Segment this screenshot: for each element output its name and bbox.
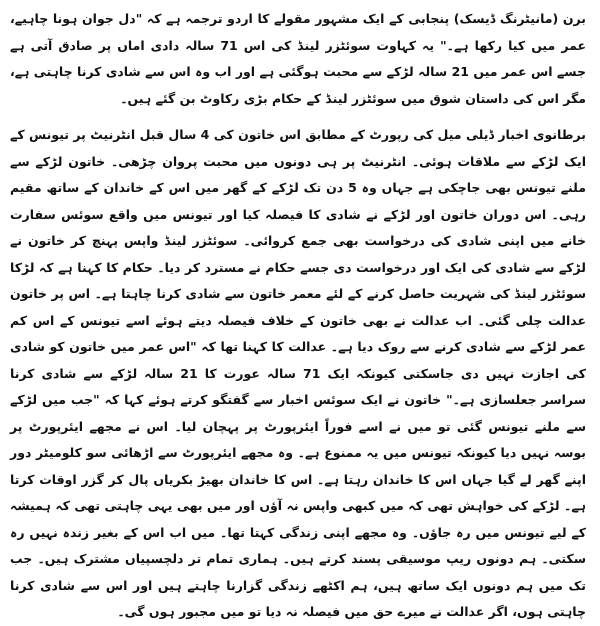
article-body bbox=[10, 6, 586, 626]
article-paragraph-1: برن (مانیٹرنگ ڈیسک) پنجابی کے ایک مشہور مقولے کا اردو ترجمہ ہے کہ "دل جوان ہونا چاہیے، عمر میں کیا رکھا ہے۔" یہ کہاوت سوئٹزر لینڈ کی اس 71 سالہ دادی اماں پر صادق آتی ہے جسے اس عمر میں 21 سالہ لڑکے سے محبت ہوگئی ہے اور اب وہ اس سے شادی کرنا چاہتی ہے، مگر اس کی داستان شوق میں سوئٹزر لینڈ کے حکام بڑی رکاوٹ بن گئے ہیں۔ bbox=[10, 11, 587, 106]
article-paragraph-2: برطانوی اخبار ڈیلی میل کی رپورٹ کے مطابق اس خاتون کی 4 سال قبل انٹرنیٹ پر تیونس کے ایک لڑکے سے ملاقات ہوئی۔ انٹرنیٹ پر ہی دونوں میں محبت پروان چڑھی۔ خاتون لڑکے سے ملنے تیونس بھی جاچکی ہے جہاں وہ 5 دن تک لڑکے کے گھر میں اس کے خاندان کے ساتھ مقیم رہی۔ اس دوران خاتون اور لڑکے نے شادی کا فیصلہ کیا اور تیونس میں واقع سوئس سفارت خانے میں اپنی شادی کی درخواست بھی جمع کروائی۔ سوئٹزر لینڈ واپس پہنچ کر خاتون نے لڑکے سے شادی کی ایک اور درخواست دی جسے حکام نے مسترد کر دیا۔ حکام کا کہنا ہے کہ لڑکا سوئٹزر لینڈ کی شہریت حاصل کرنے کے لئے معمر خاتون سے شادی کرنا چاہتا ہے۔ اس پر خاتون عدالت چلی گئی۔ اب عدالت نے بھی خاتون کے خلاف فیصلہ دیتے ہوئے اسے تیونس کے اس کم عمر لڑکے سے شادی کرنے سے روک دیا ہے۔ عدالت کا کہنا تھا کہ "اس عمر میں خاتون کو شادی کی اجازت نہیں دی جاسکتی کیونکہ ایک 71 سالہ عورت کا 21 سالہ لڑکے سے شادی کرنا سراسر جعلسازی ہے۔" خاتون نے ایک سوئس اخبار سے گفتگو کرتے ہوئے کہا کہ "جب میں لڑکے سے ملنے تیونس گئی تو میں نے اسے فوراً ایئرپورٹ پر پہچان لیا۔ اس نے مجھے ایئرپورٹ پر بوسہ نہیں دیا کیونکہ تیونس میں یہ ممنوع ہے۔ وہ مجھے ایئرپورٹ سے اڑھائی سو کلومیٹر دور اپنے گھر لے گیا جہاں اس کا خاندان رہتا ہے۔ اس کا خاندان بھیڑ بکریاں پال کر گزر اوقات کرتا ہے۔ لڑکے کی خواہش تھی کہ میں کبھی واپس نہ آؤں اور میں بھی یہی چاہتی تھی کہ ہمیشہ کے لیے تیونس میں رہ جاؤں۔ وہ مجھے اپنی زندگی کہتا تھا۔ میں اب اس کے بغیر زندہ نہیں رہ سکتی۔ ہم دونوں ریپ موسیقی پسند کرتے ہیں۔ ہماری تمام تر دلچسپیاں مشترک ہیں۔ جب تک میں ہم دونوں ایک ساتھ ہیں، ہم اکٹھے زندگی گزارنا چاہتے ہیں اور اس سے شادی کرنا چاہتی ہوں، اگر عدالت نے میرے حق میں فیصلہ نہ دیا تو میں مجبور ہوں گی۔ bbox=[10, 127, 587, 619]
